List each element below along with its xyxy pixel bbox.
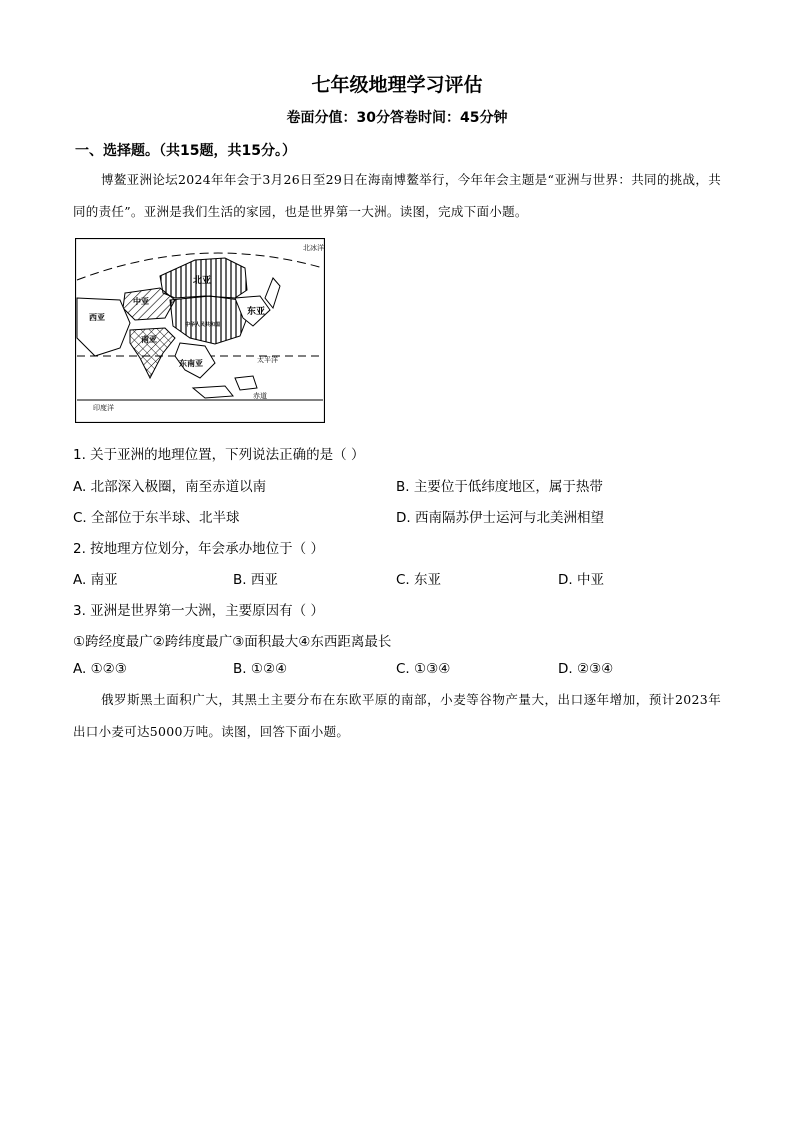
map-label-pacific: 太平洋 [257,356,278,364]
map-label-southeast-asia: 东南亚 [179,359,203,368]
question-3-stem: 3. 亚洲是世界第一大洲，主要原因有（ ） [73,603,324,619]
map-label-east-asia: 东亚 [247,307,266,317]
map-label-china: 中华人民共和国 [185,322,221,328]
map-label-indian-ocean: 印度洋 [93,404,114,412]
map-label-south-asia: 南亚 [141,335,157,344]
question-2-option-c[interactable]: C. 东亚 [396,572,442,588]
question-3-option-b[interactable]: B. ①②④ [233,661,288,677]
question-1-option-c[interactable]: C. 全部位于东半球、北半球 [73,510,240,526]
page-title: 七年级地理学习评估 [311,74,483,96]
asia-region-map [75,238,325,423]
question-2-stem: 2. 按地理方位划分，年会承办地位于（ ） [73,541,324,557]
map-label-central-asia: 中亚 [133,297,149,306]
question-3-option-c[interactable]: C. ①③④ [396,661,451,677]
question-2-option-d[interactable]: D. 中亚 [558,572,604,588]
map-label-arctic: 北冰洋 [303,244,324,252]
page-subtitle: 卷面分值：30分答卷时间：45分钟 [286,110,508,126]
question-1-stem: 1. 关于亚洲的地理位置，下列说法正确的是（ ） [73,447,365,463]
map-label-equator: 赤道 [253,392,267,400]
question-1-option-b[interactable]: B. 主要位于低纬度地区，属于热带 [396,479,603,495]
question-3-option-d[interactable]: D. ②③④ [558,661,614,677]
intro-paragraph: 博鳌亚洲论坛2024年年会于3月26日至29日在海南博鳌举行，今年年会主题是“亚洲与世界：共同的挑战，共同的责任”。亚洲是我们生活的家园，也是世界第一大洲。读图，完成下面小题。 [73,172,721,219]
map-label-north-asia: 北亚 [193,276,212,286]
question-2-option-a[interactable]: A. 南亚 [73,572,118,588]
question-2-option-b[interactable]: B. 西亚 [233,572,278,588]
section-heading: 一、选择题。（共15题，共15分。） [75,143,296,159]
question-3-substem: ①跨经度最广②跨纬度最广③面积最大④东西距离最长 [73,634,392,650]
map-label-west-asia: 西亚 [89,313,105,322]
question-3-option-a[interactable]: A. ①②③ [73,661,127,677]
second-paragraph: 俄罗斯黑土面积广大，其黑土主要分布在东欧平原的南部，小麦等谷物产量大，出口逐年增加，预计2023年出口小麦可达5000万吨。读图，回答下面小题。 [73,692,721,739]
question-1-option-a[interactable]: A. 北部深入极圈，南至赤道以南 [73,479,267,495]
question-1-option-d[interactable]: D. 西南隔苏伊士运河与北美洲相望 [396,510,604,526]
